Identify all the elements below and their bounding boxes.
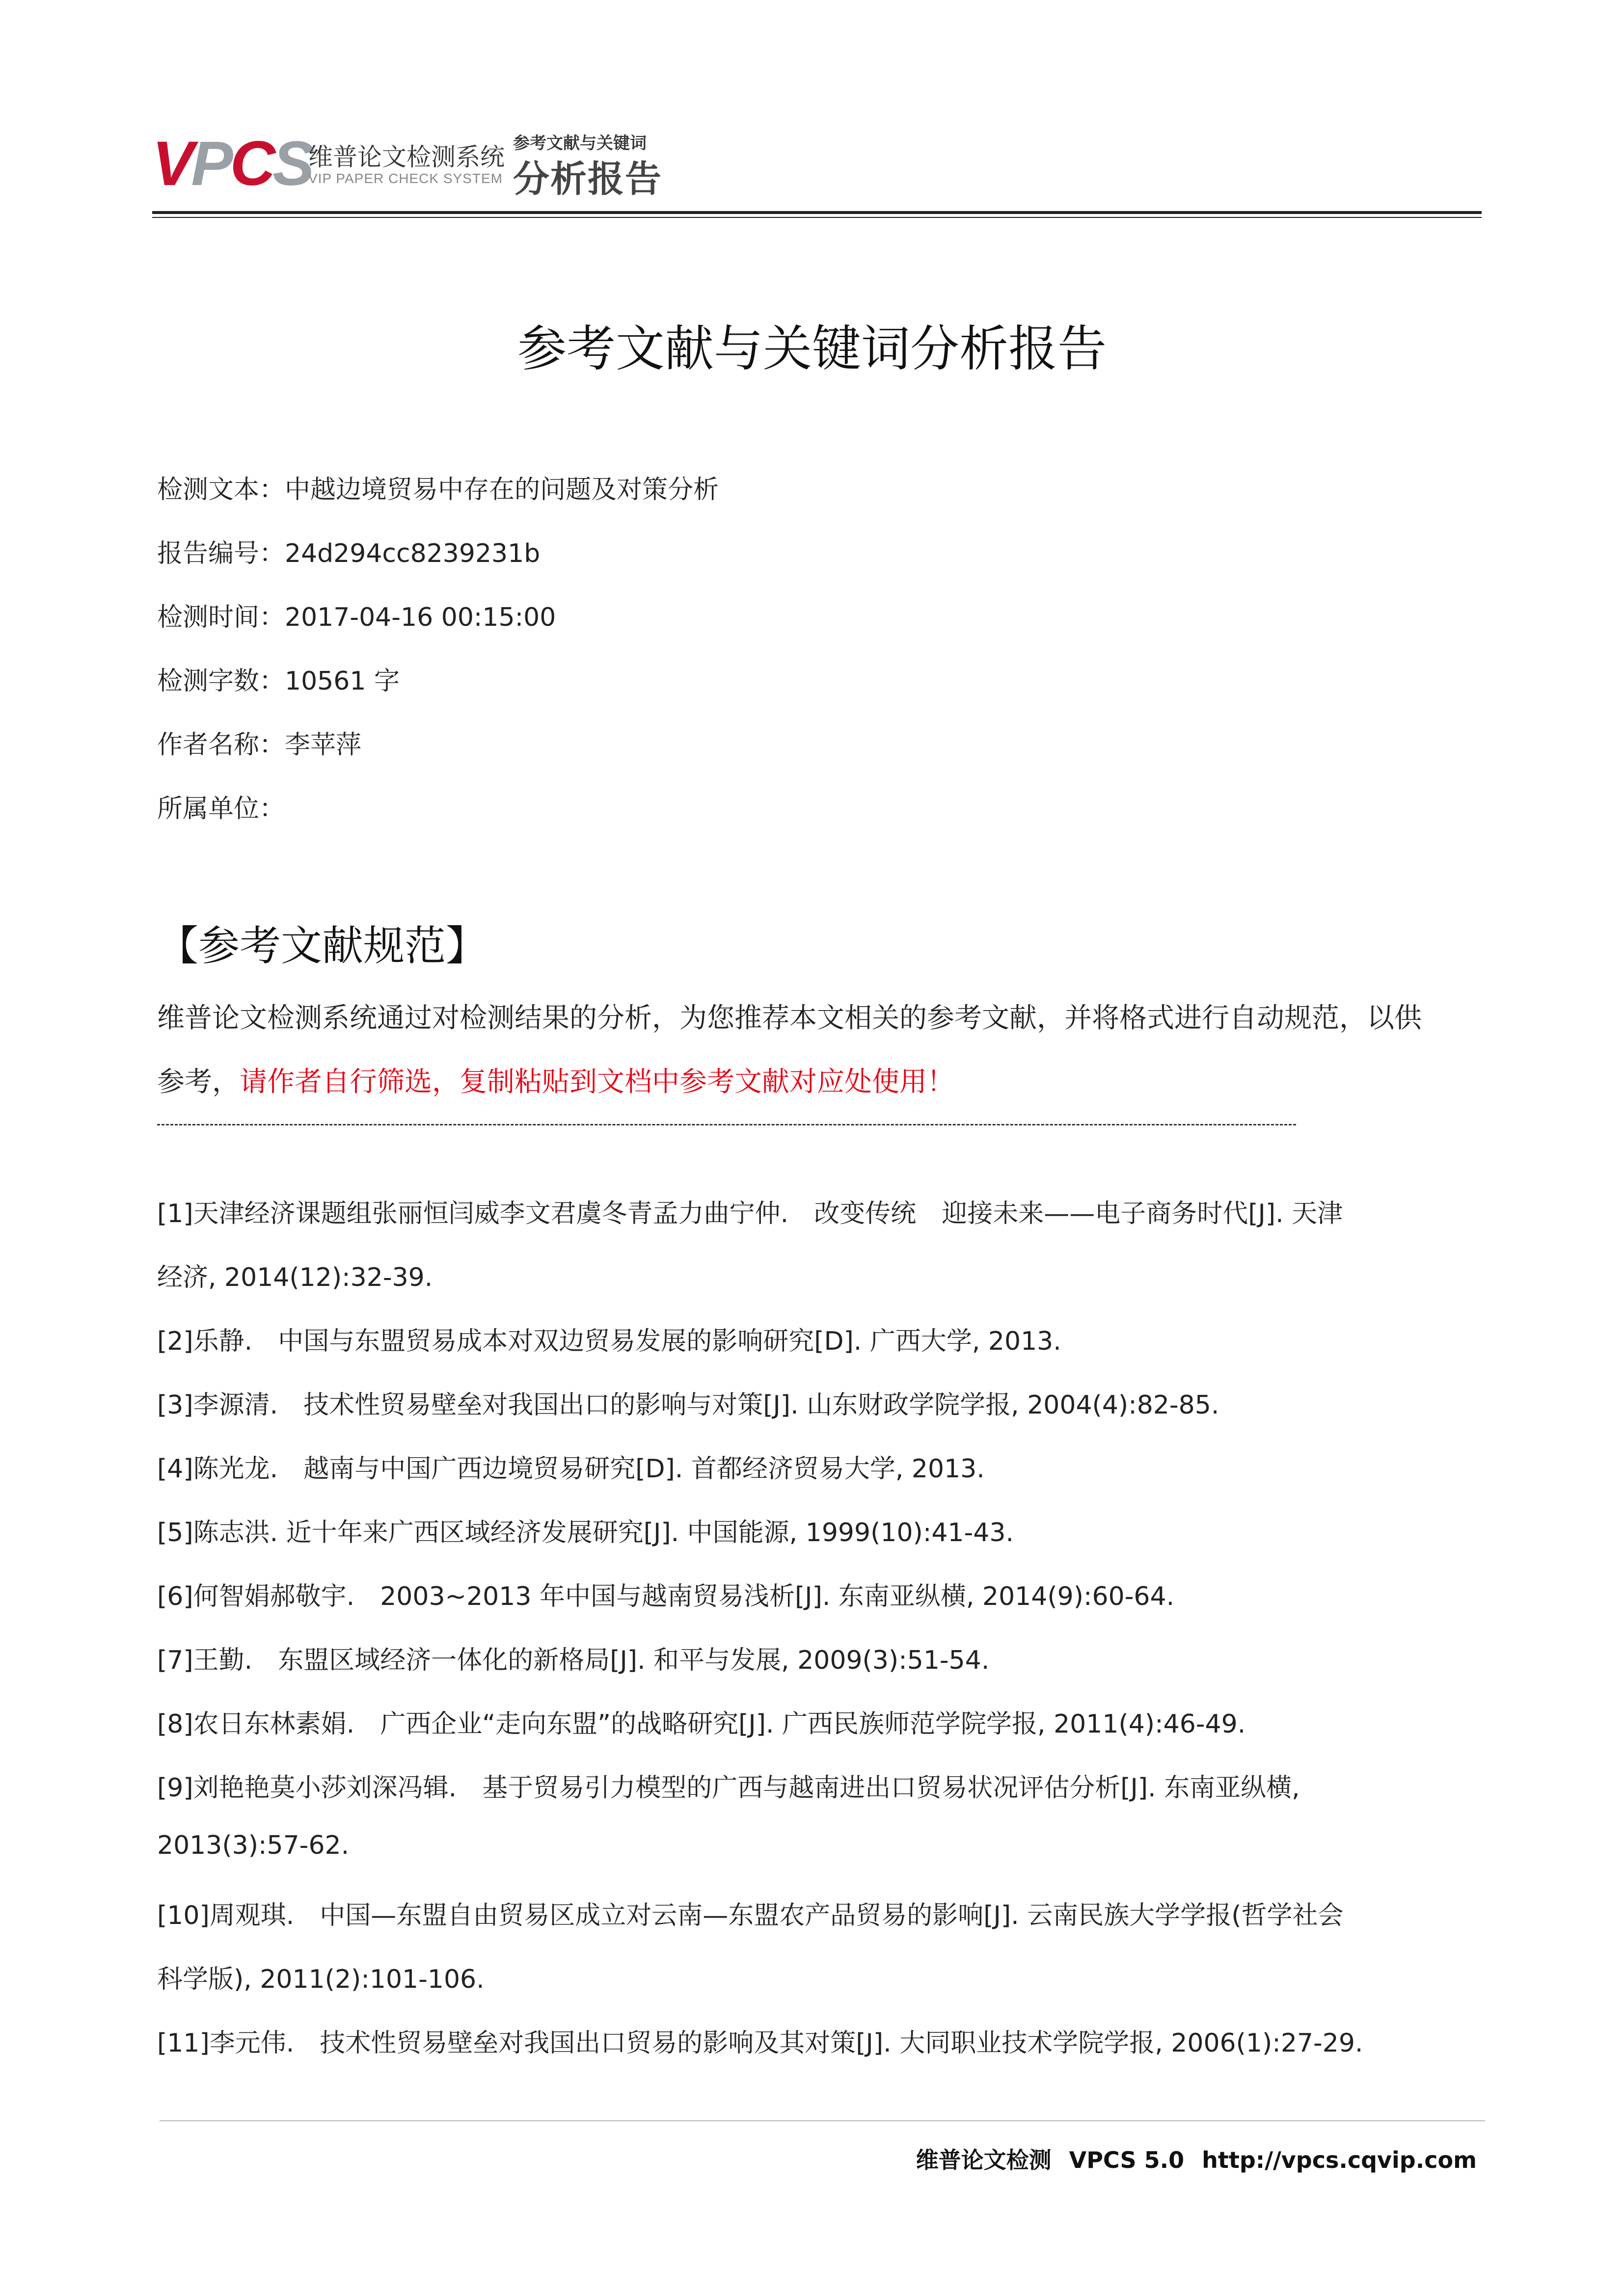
logo-letter: V (152, 129, 191, 199)
logo-letter: S (272, 129, 312, 199)
footer-version: VPCS 5.0 (1069, 2147, 1185, 2173)
dashed-divider (157, 1124, 1296, 1125)
reference-line: [2]乐静. 中国与东盟贸易成本对双边贸易发展的影响研究[D]. 广西大学, 2013. (157, 1327, 1061, 1356)
reference-line: [11]李元伟. 技术性贸易壁垒对我国出口贸易的影响及其对策[J]. 大同职业技术学院学报, 2006(1):27-29. (157, 2029, 1363, 2058)
report-badge-main: 分析报告 (513, 158, 662, 200)
reference-line: [6]何智娟郝敬宇. 2003~2013 年中国与越南贸易浅析[J]. 东南亚纵横, 2014(9):60-64. (157, 1582, 1175, 1611)
report-header (152, 118, 1478, 216)
reference-line: 经济, 2014(12):32-39. (157, 1263, 433, 1292)
page-title: 参考文献与关键词分析报告 (517, 320, 1107, 377)
vpcs-logo (152, 129, 312, 199)
reference-line: [8]农日东林素娟. 广西企业“走向东盟”的战略研究[J]. 广西民族师范学院学报, 2011(4):46-49. (157, 1709, 1246, 1739)
meta-check-time: 检测时间：2017-04-16 00:15:00 (157, 603, 556, 632)
meta-author: 作者名称：李苹萍 (157, 730, 362, 760)
footer-rule (160, 2120, 1485, 2121)
reference-line: [7]王勤. 东盟区域经济一体化的新格局[J]. 和平与发展, 2009(3):51-54. (157, 1646, 990, 1675)
reference-line: [4]陈光龙. 越南与中国广西边境贸易研究[D]. 首都经济贸易大学, 2013. (157, 1454, 985, 1484)
reference-line: [1]天津经济课题组张丽恒闫威李文君虞冬青孟力曲宁仲. 改变传统 迎接未来——电子商务时代[J]. 天津 (157, 1199, 1343, 1228)
reference-line: [5]陈志洪. 近十年来广西区域经济发展研究[J]. 中国能源, 1999(10):41-43. (157, 1518, 1014, 1548)
meta-affiliation: 所属单位： (157, 794, 285, 824)
header-rule-thick (152, 211, 1482, 214)
section-heading: 【参考文献规范】 (157, 922, 487, 970)
reference-line: 2013(3):57-62. (157, 1831, 350, 1860)
intro-warning: 请作者自行筛选，复制粘贴到文档中参考文献对应处使用！ (240, 1066, 954, 1098)
logo-subtitle: VIP PAPER CHECK SYSTEM (308, 171, 503, 186)
logo-letter: P (191, 129, 230, 199)
report-badge-top: 参考文献与关键词 (513, 133, 647, 153)
logo-name: 维普论文检测系统 (308, 143, 505, 171)
reference-line: [3]李源清. 技术性贸易壁垒对我国出口的影响与对策[J]. 山东财政学院学报, 2004(4):82-85. (157, 1390, 1219, 1420)
reference-line: 科学版), 2011(2):101-106. (157, 1965, 485, 1994)
intro-prefix: 参考， (157, 1066, 240, 1098)
section-intro-line1: 维普论文检测系统通过对检测结果的分析，为您推荐本文相关的参考文献，并将格式进行自动规范，以供 (157, 1002, 1422, 1034)
footer-product: 维普论文检测 (916, 2147, 1052, 2173)
footer-url[interactable]: http://vpcs.cqvip.com (1202, 2147, 1477, 2173)
meta-report-id: 报告编号：24d294cc8239231b (157, 539, 541, 568)
header-rule-thin (152, 217, 1482, 218)
reference-line: [10]周观琪. 中国—东盟自由贸易区成立对云南—东盟农产品贸易的影响[J]. 云南民族大学学报(哲学社会 (157, 1901, 1344, 1930)
logo-letter: C (230, 129, 273, 199)
meta-word-count: 检测字数：10561 字 (157, 667, 400, 696)
section-intro-line2 (157, 1060, 954, 1099)
page-footer (916, 2142, 1477, 2175)
meta-check-text: 检测文本：中越边境贸易中存在的问题及对策分析 (157, 475, 719, 505)
reference-line: [9]刘艳艳莫小莎刘深冯辑. 基于贸易引力模型的广西与越南进出口贸易状况评估分析[J]. 东南亚纵横, (157, 1773, 1300, 1803)
